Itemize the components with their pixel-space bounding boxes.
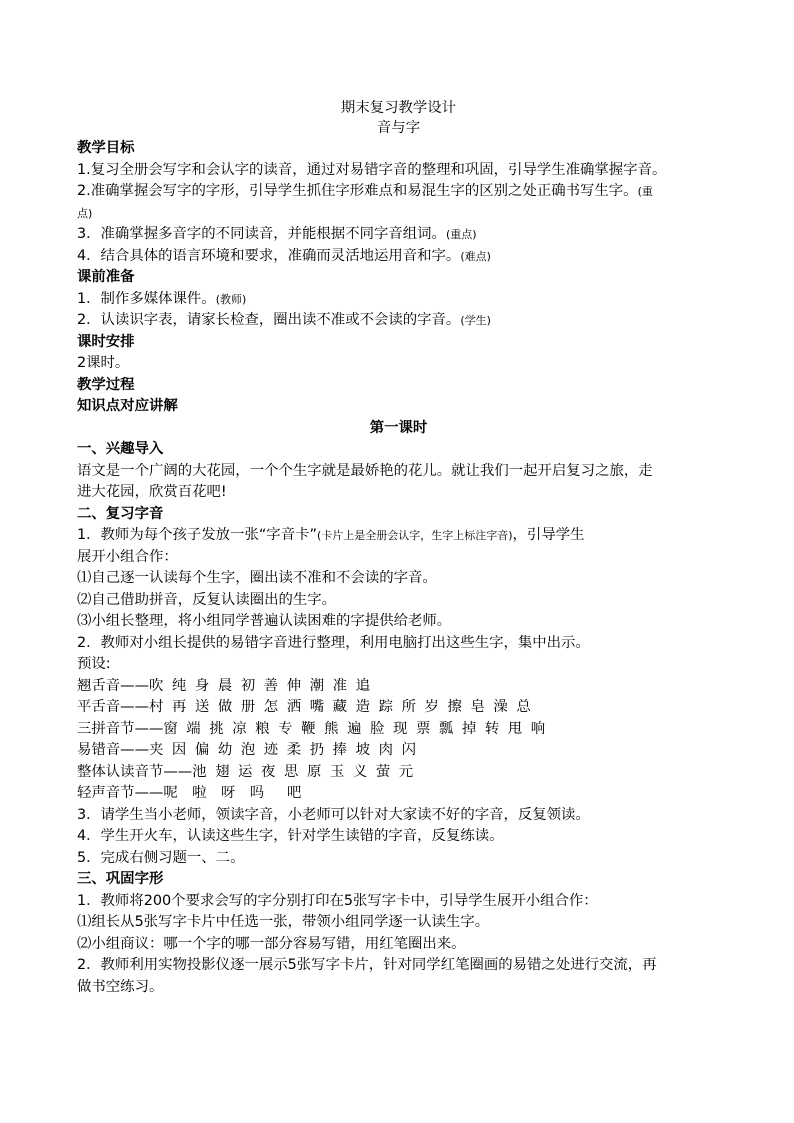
section-1-text-2: 进大花园，欣赏百花吧!: [77, 484, 227, 500]
char-row-three-part: 三拼音节——窗 端 挑 凉 粮 专 鞭 熊 遍 脸 现 票 瓢 掉 转 甩 响: [77, 720, 546, 737]
section-2-line-3: ⑴自己逐一认读每个生字，圈出读不准和不会读的字音。: [77, 570, 437, 586]
section-3-heading: 三、巩固字形: [77, 871, 164, 887]
section-1-text-1: 语文是一个广阔的大花园，一个个生字就是最娇艳的花儿。就让我们一起开启复习之旅，走: [77, 462, 653, 479]
section-3-line-3: ⑵小组商议：哪一个字的哪一部分容易写错，用红笔圈出来。: [77, 935, 466, 952]
process-subheading: 知识点对应讲解: [77, 398, 178, 414]
section-2-line-9: 5．完成右侧习题一、二。: [77, 849, 245, 866]
section-3-line-1: 1．教师将200个要求会写的字分别打印在5张写字卡中，引导学生展开小组合作：: [77, 892, 598, 909]
section-2-line-6: 2．教师对小组长提供的易错字音进行整理，利用电脑打出这些生字，集中出示。: [77, 634, 590, 651]
schedule-text: 2课时。: [77, 355, 130, 371]
goal-2: 2.准确掌握会写字的字形，引导学生抓住字形难点和易混生字的区别之处正确书写生字。(重: [77, 183, 653, 199]
char-row-error-prone: 易错音——夹 因 偏 幼 泡 迹 柔 扔 捧 坡 肉 闪: [77, 742, 416, 758]
section-2-line-2: 展开小组合作：: [77, 548, 178, 565]
section-2-line-8: 4．学生开火车，认读这些生字，针对学生读错的字音，反复练读。: [77, 828, 504, 844]
section-2-line-7: 3．请学生当小老师，领读字音，小老师可以针对大家读不好的字音，反复领读。: [77, 806, 590, 823]
char-row-flat-tongue: 平舌音——村 再 送 做 册 怎 洒 嘴 藏 造 踪 所 岁 擦 皂 澡 总: [77, 699, 531, 715]
goal-2-note-cont: 点): [77, 206, 93, 220]
char-row-retroflex: 翘舌音——吹 纯 身 晨 初 善 伸 潮 准 追: [77, 677, 371, 694]
prep-2-note: (学生): [460, 314, 491, 327]
document-title: 期末复习教学设计: [340, 100, 457, 116]
process-heading: 教学过程: [77, 376, 135, 393]
document-page: [77, 98, 720, 998]
goal-3-note: (重点): [445, 228, 477, 241]
section-2-heading: 二、复习字音: [77, 505, 164, 522]
section-3-line-2: ⑴组长从5张写字卡片中任选一张，带领小组同学逐一认读生字。: [77, 914, 490, 930]
section-2-line-1: 1．教师为每个孩子发放一张“字音卡”(卡片上是全册会认字，生字上标注字音)，引导学生: [77, 527, 585, 543]
section-1-heading: 一、兴趣导入: [77, 441, 164, 457]
document-subtitle: 音与字: [376, 120, 421, 136]
prep-1: 1．制作多媒体课件。(教师): [77, 290, 247, 307]
section-3-line-4: 2．教师利用实物投影仪逐一展示5张写字卡片，针对同学红笔圈画的易错之处进行交流，再: [77, 957, 657, 973]
goal-4-note: (难点): [460, 249, 491, 263]
section-2-line-4: ⑵自己借助拼音，反复认读圈出的生字。: [77, 591, 337, 608]
section-2-line-5: ⑶小组长整理，将小组同学普遍认读困难的字提供给老师。: [77, 613, 452, 629]
goal-3: 3．准确掌握多音字的不同读音，并能根据不同字音组词。(重点): [77, 226, 477, 242]
schedule-heading: 课时安排: [77, 333, 135, 350]
goal-2-note: (重: [637, 185, 653, 198]
section-3-line-5: 做书空练习。: [77, 978, 164, 995]
preset-label: 预设:: [77, 656, 111, 672]
goals-heading: 教学目标: [77, 140, 135, 156]
prep-2: 2．认读识字表，请家长检查，圈出读不准或不会读的字音。(学生): [77, 312, 491, 328]
char-row-neutral-tone: 轻声音节——呢 啦 呀 吗 吧: [77, 785, 302, 801]
prep-1-note: (教师): [215, 292, 247, 306]
goal-4: 4．结合具体的语言环境和要求，准确而灵活地运用音和字。(难点): [77, 247, 491, 264]
prep-heading: 课前准备: [77, 269, 135, 285]
lesson-title: 第一课时: [369, 419, 428, 436]
char-row-whole-syllable: 整体认读音节——池 翅 运 夜 思 原 玉 义 萤 元: [77, 763, 414, 780]
goal-1: 1.复习全册会写字和会认字的读音，通过对易错字音的整理和巩固，引导学生准确掌握字音。: [77, 161, 667, 178]
section-2-line-1-note: (卡片上是全册会认字，生字上标注字音): [316, 529, 513, 542]
